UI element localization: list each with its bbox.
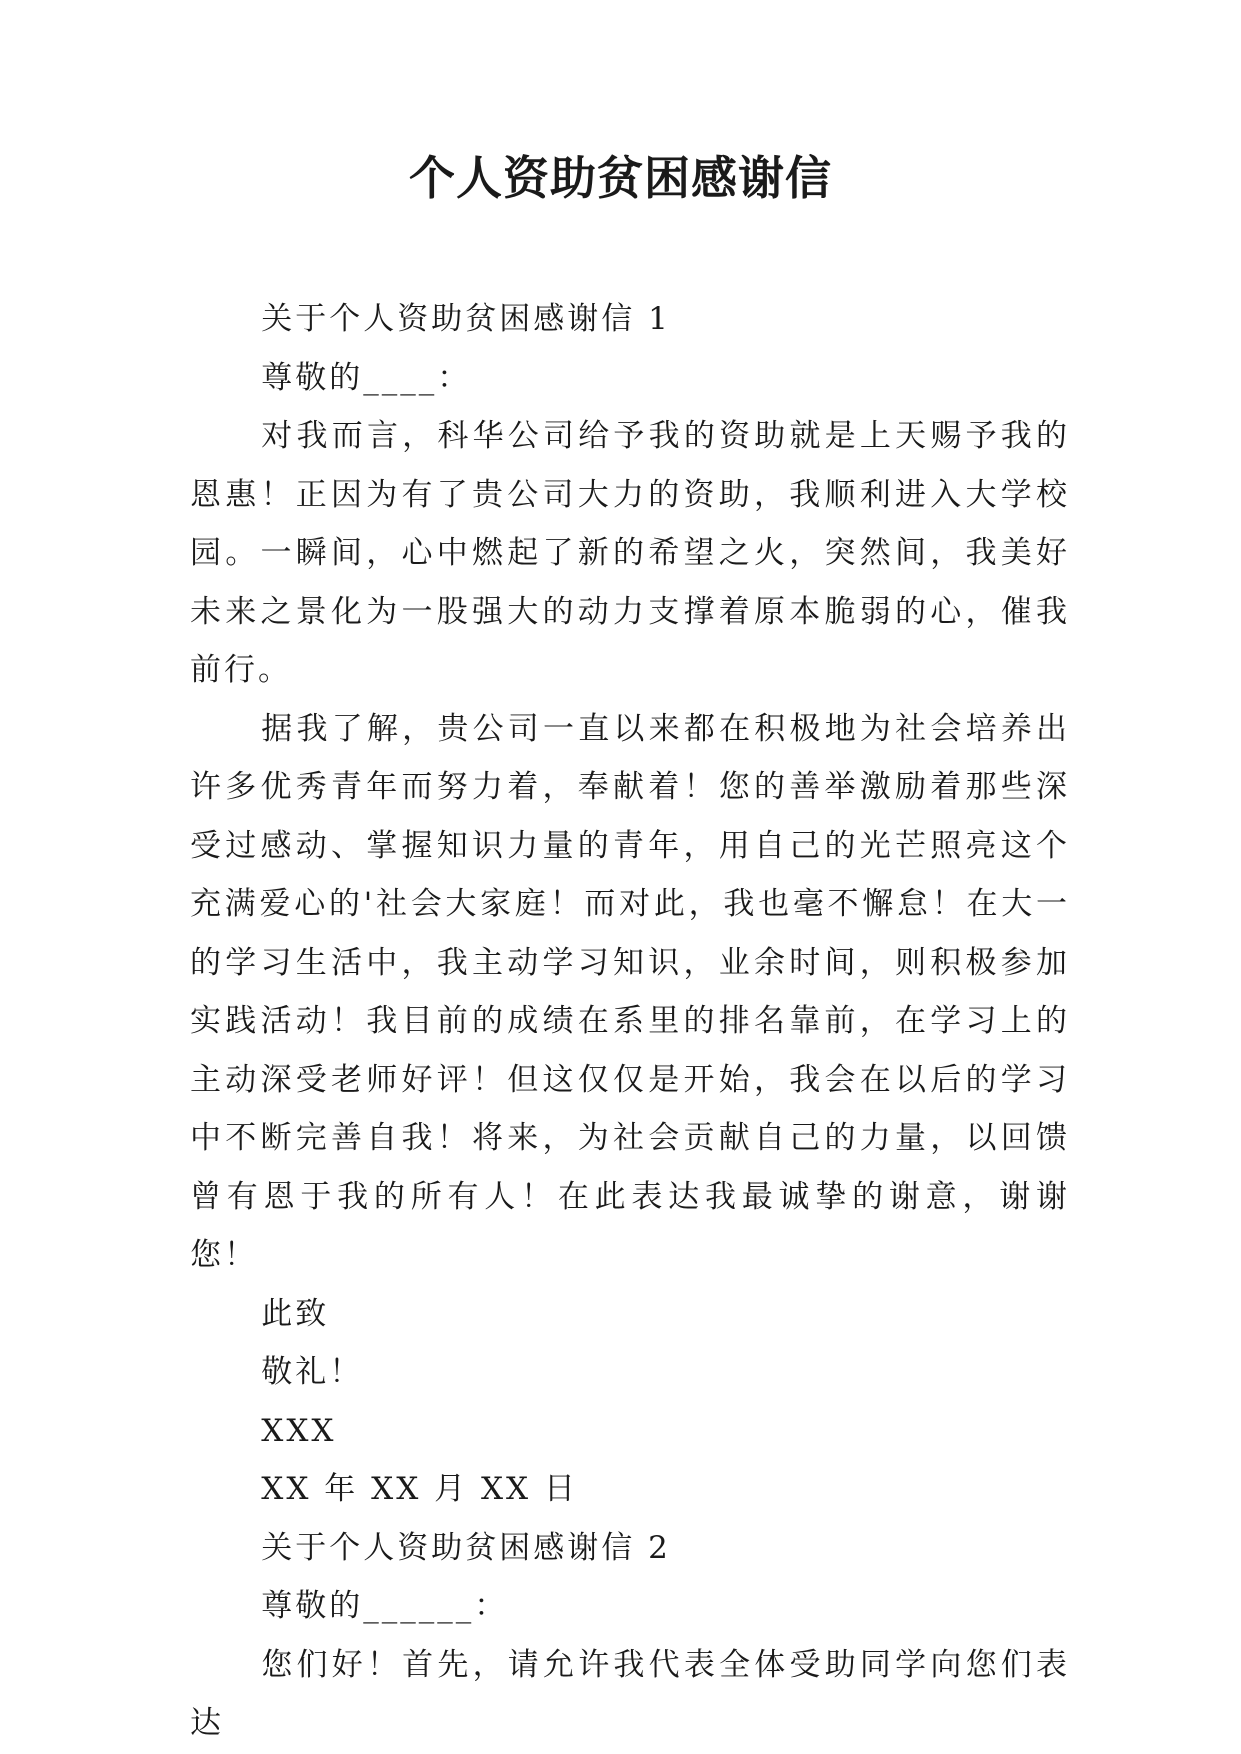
letter-heading-2: 关于个人资助贫困感谢信 2 [261,1529,671,1566]
page-title: 个人资助贫困感谢信 [409,151,832,205]
paragraph-1: 对我而言，科华公司给予我的资助就是上天赐予我的恩惠！正因为有了贵公司大力的资助，我顺利进入大学校园。一瞬间，心中燃起了新的希望之火，突然间，我美好未来之景化为一股强大的动力支撑着原本脆弱的心，催我前行。 [190,418,1070,688]
letter-body [190,290,1070,1753]
salutation-1: 尊敬的____： [261,359,472,396]
closing-line-2: 敬礼！ [261,1354,364,1390]
signature-name: XXX [261,1412,337,1449]
signature-date: XX 年 XX 月 XX 日 [261,1471,578,1507]
paragraph-2: 据我了解，贵公司一直以来都在积极地为社会培养出许多优秀青年而努力着，奉献着！您的善举激励着那些深受过感动、掌握知识力量的青年，用自己的光芒照亮这个充满爱心的'社会大家庭！而对此，我也毫不懈怠！在大一的学习生活中，我主动学习知识，业余时间，则积极参加实践活动！我目前的成绩在系里的排名靠前，在学习上的主动深受老师好评！但这仅仅是开始，我会在以后的学习中不断完善自我！将来，为社会贡献自己的力量，以回馈曾有恩于我的所有人！在此表达我最诚挚的谢意，谢谢您！ [190,710,1070,1273]
closing-line-1: 此致 [261,1295,330,1332]
letter-heading-1: 关于个人资助贫困感谢信 1 [261,301,671,337]
salutation-2: 尊敬的______： [261,1588,509,1624]
paragraph-3: 您们好！首先，请允许我代表全体受助同学向您们表达 [190,1646,1070,1741]
